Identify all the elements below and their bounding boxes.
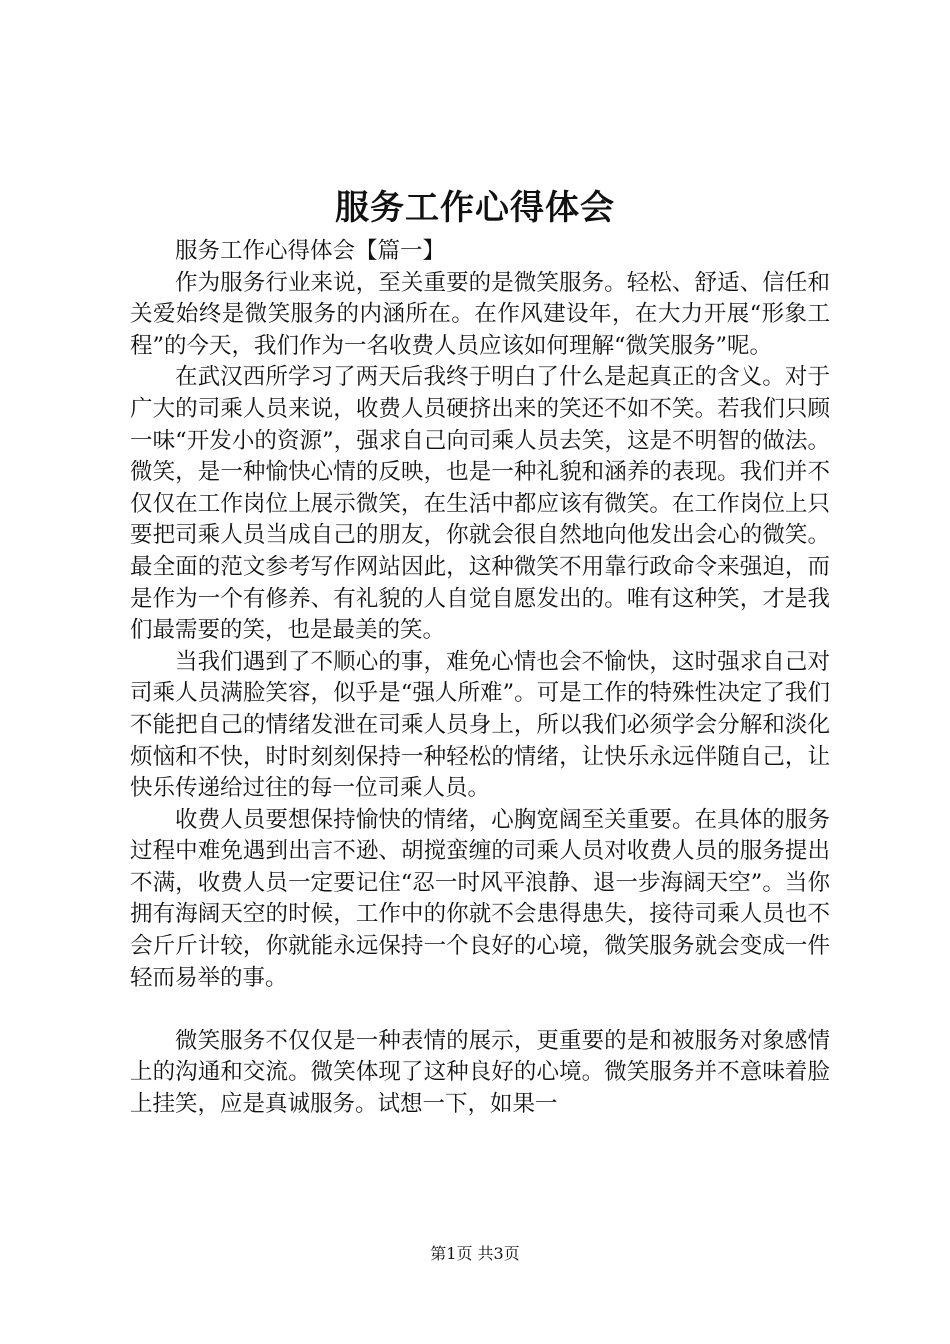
paragraph: 微笑服务不仅仅是一种表情的展示，更重要的是和被服务对象感情上的沟通和交流。微笑体现了这种良好的心境。微笑服务并不意味着脸上挂笑，应是真诚服务。试想一下，如果一 [130, 1027, 830, 1118]
paragraph: 收费人员要想保持愉快的情绪，心胸宽阔至关重要。在具体的服务过程中难免遇到出言不逊、胡搅蛮缠的司乘人员对收费人员的服务提出不满，收费人员一定要记住“忍一时风平浪静、退一步海阔天空”。当你拥有海阔天空的时候，工作中的你就不会患得患失，接待司乘人员也不会斤斤计较，你就能永远保持一个良好的心境，微笑服务就会变成一件轻而易举的事。 [130, 806, 830, 991]
paragraph: 当我们遇到了不顺心的事，难免心情也会不愉快，这时强求自己对司乘人员满脸笑容，似乎是“强人所难”。可是工作的特殊性决定了我们不能把自己的情绪发泄在司乘人员身上，所以我们必须学会分解和淡化烦恼和不快，时时刻刻保持一种轻松的情绪，让快乐永远伴随自己，让快乐传递给过往的每一位司乘人员。 [130, 648, 830, 802]
section-heading: 服务工作心得体会【篇一】 [175, 238, 446, 264]
blank-line [130, 994, 830, 1026]
document-body [130, 236, 830, 1121]
page-footer: 第1页 共3页 [430, 1244, 520, 1263]
document-title: 服务工作心得体会 [335, 188, 615, 228]
paragraph: 在武汉西所学习了两天后我终于明白了什么是起真正的含义。对于广大的司乘人员来说，收费人员硬挤出来的笑还不如不笑。若我们只顾一味“开发小的资源”，强求自己向司乘人员去笑，这是不明智的做法。微笑，是一种愉快心情的反映，也是一种礼貌和涵养的表现。我们并不仅仅在工作岗位上展示微笑，在生活中都应该有微笑。在工作岗位上只要把司乘人员当成自己的朋友，你就会很自然地向他发出会心的微笑。最全面的范文参考写作网站因此，这种微笑不用靠行政命令来强迫，而是作为一个有修养、有礼貌的人自觉自愿发出的。唯有这种笑，才是我们最需要的笑，也是最美的笑。 [130, 364, 830, 644]
paragraph: 作为服务行业来说，至关重要的是微笑服务。轻松、舒适、信任和关爱始终是微笑服务的内涵所在。在作风建设年，在大力开展“形象工程”的今天，我们作为一名收费人员应该如何理解“微笑服务”呢。 [130, 269, 830, 359]
